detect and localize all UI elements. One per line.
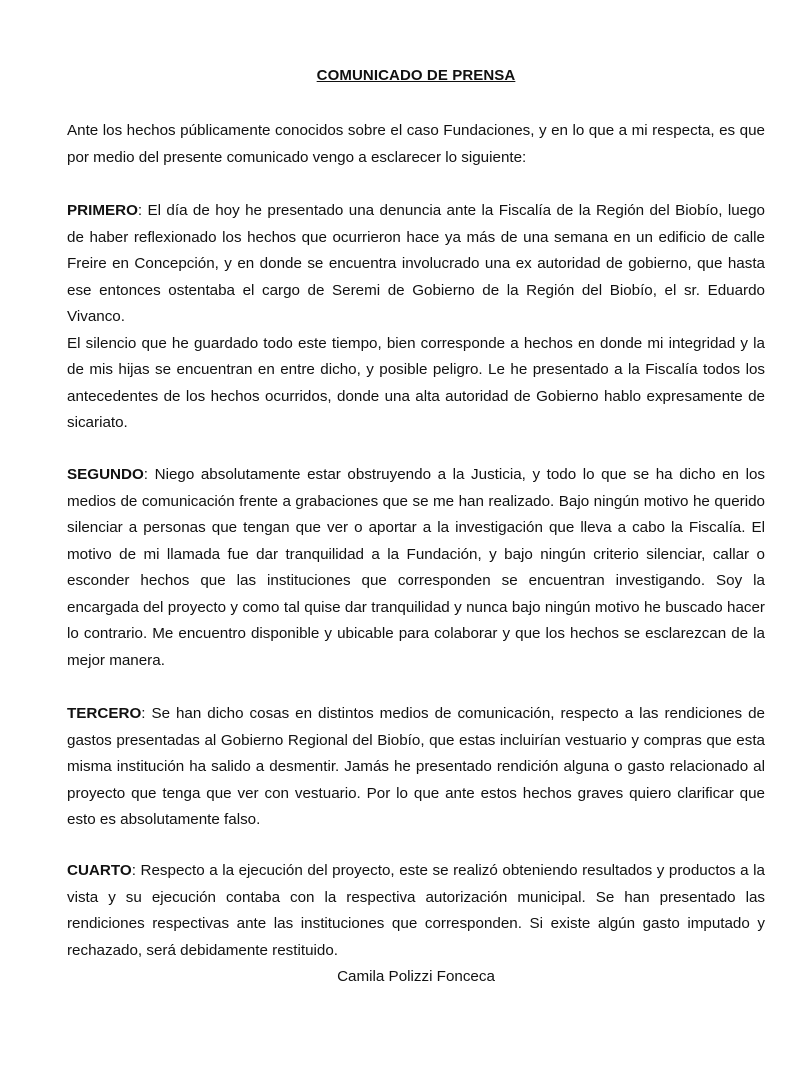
section-primero-paragraph: [67, 198, 765, 331]
section-cuarto-label: CUARTO: [67, 862, 132, 879]
section-segundo-label: SEGUNDO: [67, 466, 144, 483]
intro-text: Ante los hechos públicamente conocidos sobre el caso Fundaciones, y en lo que a mi respecta, es que por medio del presente comunicado vengo a esclarecer lo siguiente:: [67, 122, 765, 166]
section-primero-paragraph-2: El silencio que he guardado todo este tiempo, bien corresponde a hechos en donde mi integridad y la de mis hijas se encuentran en entre dicho, y posible peligro. Le he presentado a la Fiscalía todos los antecedentes de los hechos ocurridos, donde una alta autoridad de Gobierno hablo expresamente de sicariato.: [67, 334, 765, 431]
section-cuarto-text: : Respecto a la ejecución del proyecto, este se realizó obteniendo resultados y productos a la vista y su ejecución contaba con la respectiva autorización municipal. Se han presentado las rendiciones respectivas ante las instituciones que corresponden. Si existe algún gasto imputado y rechazado, será debidamente restituido.: [67, 862, 765, 959]
section-cuarto: [67, 858, 765, 964]
intro-paragraph: [67, 118, 765, 171]
section-segundo: [67, 462, 765, 674]
section-primero-text: : El día de hoy he presentado una denuncia ante la Fiscalía de la Región del Biobío, luego de haber reflexionado los hechos que ocurrieron hace ya más de una semana en un edificio de calle Freire en Concepción, y en donde se encuentra involucrado una ex autoridad de gobierno, que hasta ese entonces ostentaba el cargo de Seremi de Gobierno de la Región del Biobío, el sr. Eduardo Vivanco.: [67, 202, 765, 325]
document-title: COMUNICADO DE PRENSA: [316, 67, 516, 84]
section-cuarto-paragraph: [67, 858, 765, 964]
section-primero: [67, 198, 765, 437]
section-segundo-paragraph: [67, 462, 765, 674]
section-tercero-paragraph: [67, 701, 765, 834]
section-primero-label: PRIMERO: [67, 202, 138, 219]
signature: Camila Polizzi Fonceca: [337, 968, 495, 985]
section-tercero: [67, 701, 765, 834]
section-segundo-text: : Niego absolutamente estar obstruyendo a la Justicia, y todo lo que se ha dicho en los medios de comunicación frente a grabaciones que se me han realizado. Bajo ningún motivo he querido silenciar a personas que tengan que ver o aportar a la investigación que lleva a cabo la Fiscalía. El motivo de mi llamada fue dar tranquilidad a la Fundación, y bajo ningún criterio silenciar, callar o esconder hechos que las instituciones que corresponden se encuentran investigando. Soy la encargada del proyecto y como tal quise dar tranquilidad y nunca bajo ningún motivo he buscado hacer lo contrario. Me encuentro disponible y ubicable para colaborar y que los hechos se esclarezcan de la mejor manera.: [67, 466, 765, 669]
section-tercero-text: : Se han dicho cosas en distintos medios de comunicación, respecto a las rendiciones de gastos presentadas al Gobierno Regional del Biobío, que estas incluirían vestuario y compras que esta misma institución ha salido a desmentir. Jamás he presentado rendición alguna o gasto relacionado al proyecto que tenga que ver con vestuario. Por lo que ante estos hechos graves quiero clarificar que esto es absolutamente falso.: [67, 705, 765, 828]
section-tercero-label: TERCERO: [67, 705, 142, 722]
